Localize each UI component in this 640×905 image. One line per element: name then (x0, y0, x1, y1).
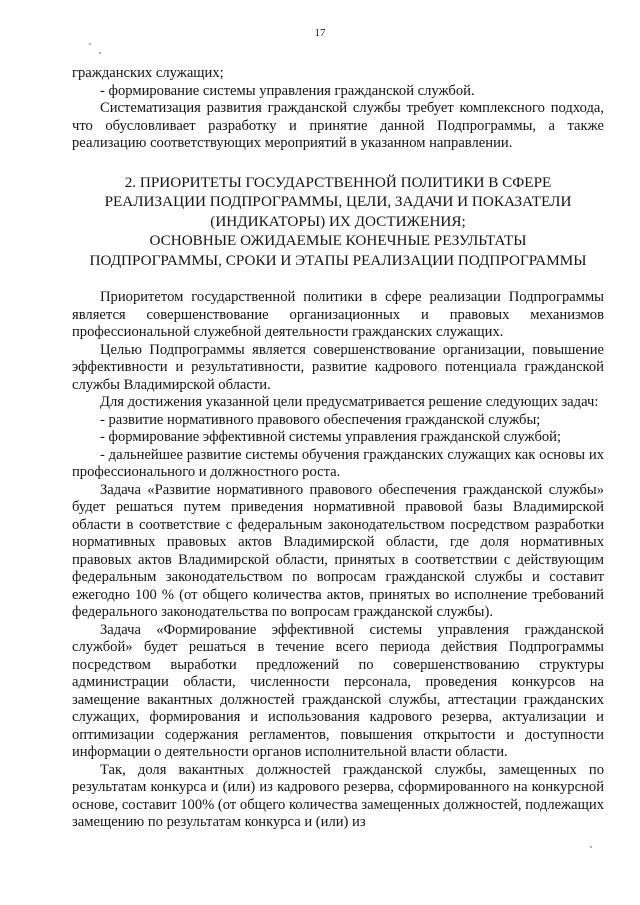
paragraph: гражданских служащих; (72, 65, 224, 81)
paragraph: Задача «Формирование эффективной системы управления гражданской службой» будет решаться в течение всего периода действия Подпрограммы посредством выработки предложений по совершенствованию структуры администрации области, численности персонала, проведения конкурсов на замещение вакантных должностей гражданской службы, аттестации гражданских служащих, формирования и использования кадрового резерва, актуализации и оптимизации содержания регламентов, повышения открытости и доступности информации о деятельности органов исполнительной власти области. (72, 621, 604, 760)
document-body (72, 65, 604, 832)
paragraph: Приоритетом государственной политики в сфере реализации Подпрограммы является совершенствование организационных и правовых механизмов профессиональной служебной деятельности гражданских служащих. (72, 289, 604, 340)
heading-line: РЕАЛИЗАЦИИ ПОДПРОГРАММЫ, ЦЕЛИ, ЗАДАЧИ И ПОКАЗАТЕЛИ (104, 193, 572, 210)
scan-speck (89, 43, 91, 45)
list-item: - формирование эффективной системы управления гражданской службой; (100, 429, 562, 445)
list-item: - формирование системы управления гражданской службой. (100, 82, 475, 99)
scan-speck (590, 846, 592, 848)
heading-line: 2. ПРИОРИТЕТЫ ГОСУДАРСТВЕННОЙ ПОЛИТИКИ В СФЕРЕ (124, 173, 552, 191)
heading-line: (ИНДИКАТОРЫ) ИХ ДОСТИЖЕНИЯ; (210, 212, 466, 230)
paragraph: Систематизация развития гражданской службы требует комплексного подхода, что обусловливает разработку и принятие данной Подпрограммы, а также реализацию соответствующих мероприятий в указанном направлении. (72, 100, 604, 151)
page-number: 17 (314, 27, 326, 39)
paragraph: Задача «Развитие нормативного правового обеспечения гражданской службы» будет решаться путем приведения нормативной правовой базы Владимирской области в соответствие с федеральным законодательством посредством разработки нормативных правовых актов Владимирской области, где доля нормативных правовых актов Владимирской области, принятых в соответствии с действующим федеральным законодательством по вопросам гражданской службы и составит ежегодно 100 % (от общего количества актов, принятых во исполнение требований федерального законодательства по вопросам гражданской службы). (72, 481, 604, 620)
heading-line: ОСНОВНЫЕ ОЖИДАЕМЫЕ КОНЕЧНЫЕ РЕЗУЛЬТАТЫ (149, 232, 527, 249)
section-heading (72, 173, 604, 271)
paragraph: Целью Подпрограммы является совершенствование организации, повышение эффективности и результативности, развитие кадрового потенциала гражданской службы Владимирской области. (72, 341, 604, 393)
paragraph: Так, доля вакантных должностей гражданской службы, замещенных по результатам конкурса и (или) из кадрового резерва, сформированного на конкурсной основе, составит 100% (от общего количества замещенных должностей, подлежащих замещению по результатам конкурса и (или) из (72, 761, 604, 830)
scan-speck (99, 52, 101, 54)
list-item: - развитие нормативного правового обеспечения гражданской службы; (100, 411, 541, 428)
list-item: - дальнейшее развитие системы обучения гражданских служащих как основы их профессионального и должностного роста. (72, 446, 604, 480)
paragraph: Для достижения указанной цели предусматривается решение следующих задач: (100, 394, 599, 410)
heading-line: ПОДПРОГРАММЫ, СРОКИ И ЭТАПЫ РЕАЛИЗАЦИИ ПОДПРОГРАММЫ (89, 251, 587, 269)
